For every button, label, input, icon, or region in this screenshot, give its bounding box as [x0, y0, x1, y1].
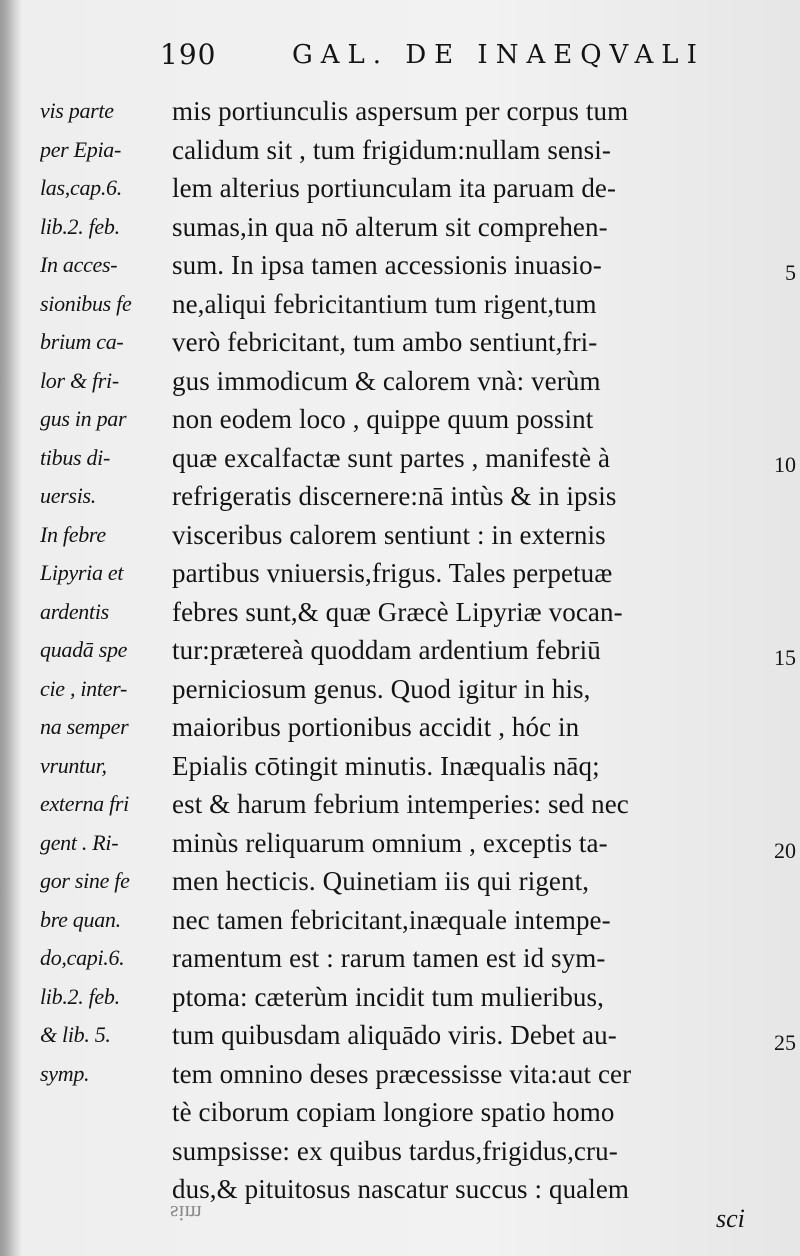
- text-line: calidum sit , tum frigidum:nullam sensi-: [172, 134, 611, 165]
- gutter-shadow: [0, 0, 22, 1256]
- text-line: sumpsisse: ex quibus tardus,frigidus,cru-: [172, 1135, 618, 1166]
- text-line: minùs reliquarum omnium , exceptis ta-: [172, 827, 608, 858]
- margin-note-line: externa fri: [40, 791, 129, 816]
- margin-note-line: & lib. 5.: [40, 1022, 111, 1047]
- margin-note-line: lib.2. feb.: [40, 213, 120, 239]
- margin-note-line: do,capi.6.: [40, 945, 125, 970]
- margin-note-line: ardentis: [40, 598, 109, 624]
- text-line: men hecticis. Quinetiam iis qui rigent,: [172, 866, 590, 896]
- text-line: mis portiunculis aspersum per corpus tum: [172, 96, 629, 126]
- margin-note-line: tibus di-: [40, 444, 111, 470]
- margin-note-line: las,cap.6.: [40, 175, 122, 200]
- line-number: 20: [774, 838, 796, 863]
- margin-note-line: na semper: [40, 714, 129, 739]
- text-line: tum quibusdam aliquādo viris. Debet au-: [172, 1020, 617, 1050]
- text-line: nec tamen febricitant,inæquale intempe-: [172, 904, 611, 935]
- margin-note-line: bre quan.: [40, 906, 121, 932]
- line-number: 5: [785, 260, 796, 285]
- margin-note-line: gor sine fe: [40, 868, 130, 893]
- margin-note-line: gent . Ri-: [40, 829, 119, 855]
- margin-note-line: vis parte: [40, 98, 114, 123]
- text-line: ramentum est : rarum tamen est id sym-: [172, 943, 606, 973]
- text-line: lem alterius portiunculam ita paruam de-: [172, 173, 617, 203]
- text-line: ptoma: cæterùm incidit tum mulieribus,: [172, 981, 604, 1012]
- text-line: verò febricitant, tum ambo sentiunt,fri-: [172, 327, 598, 357]
- body-text: [172, 92, 768, 1209]
- page-number: 190: [160, 38, 217, 71]
- text-line: refrigeratis discernere:nā intùs & in ipsis: [172, 481, 617, 511]
- margin-note-line: In acces-: [40, 252, 118, 277]
- text-line: visceribus calorem sentiunt : in externis: [172, 519, 606, 550]
- running-title: GAL. DE INAEQVALI: [292, 40, 705, 70]
- text-line: ne,aliqui febricitantium tum rigent,tum: [172, 288, 597, 319]
- text-line: partibus vniuersis,frigus. Tales perpetuæ: [172, 558, 613, 588]
- text-line: sum. In ipsa tamen accessionis inuasio-: [172, 250, 602, 280]
- text-line: tè ciborum copiam longiore spatio homo: [172, 1097, 615, 1127]
- text-line: dus,& pituitosus nascatur succus : qualem: [172, 1174, 630, 1204]
- catchword: sci: [716, 1204, 745, 1233]
- margin-note-line: In febre: [40, 521, 106, 547]
- text-line: febres sunt,& quæ Græcè Lipyriæ vocan-: [172, 596, 623, 627]
- page-header: [0, 38, 800, 78]
- margin-notes: [40, 92, 168, 1093]
- text-line: tur:prætereà quoddam ardentium febriū: [172, 635, 601, 665]
- margin-note-line: cie , inter-: [40, 675, 127, 701]
- margin-note-line: gus in par: [40, 406, 127, 431]
- margin-note-line: uersis.: [40, 483, 96, 508]
- margin-note-line: symp.: [40, 1060, 90, 1086]
- text-line: Epialis cōtingit minutis. Inæqualis nāq;: [172, 750, 600, 781]
- line-number: 10: [774, 452, 796, 477]
- text-line: tem omnino deses præcessisse vita:aut cer: [172, 1058, 632, 1089]
- margin-note-line: per Epia-: [40, 136, 122, 162]
- text-line: gus immodicum & calorem vnà: verùm: [172, 365, 601, 396]
- margin-note-line: quadā spe: [40, 637, 128, 662]
- text-line: non eodem loco , quippe quum possint: [172, 404, 594, 434]
- margin-note-line: brium ca-: [40, 329, 124, 354]
- bleed-through-text: sim: [170, 1201, 202, 1226]
- margin-note-line: lib.2. feb.: [40, 983, 120, 1009]
- text-line: perniciosum genus. Quod igitur in his,: [172, 673, 591, 704]
- text-line: maioribus portionibus accidit , hóc in: [172, 712, 580, 742]
- margin-note-line: vruntur,: [40, 752, 107, 778]
- text-line: quæ excalfactæ sunt partes , manifestè à: [172, 442, 611, 473]
- margin-note-line: lor & fri-: [40, 367, 119, 393]
- margin-note-line: sionibus fe: [40, 290, 132, 316]
- line-number: 15: [774, 645, 796, 670]
- text-line: sumas,in qua nō alterum sit comprehen-: [172, 211, 608, 242]
- text-line: est & harum febrium intemperies: sed nec: [172, 789, 629, 819]
- line-number: 25: [774, 1030, 796, 1055]
- margin-note-line: Lipyria et: [40, 560, 124, 585]
